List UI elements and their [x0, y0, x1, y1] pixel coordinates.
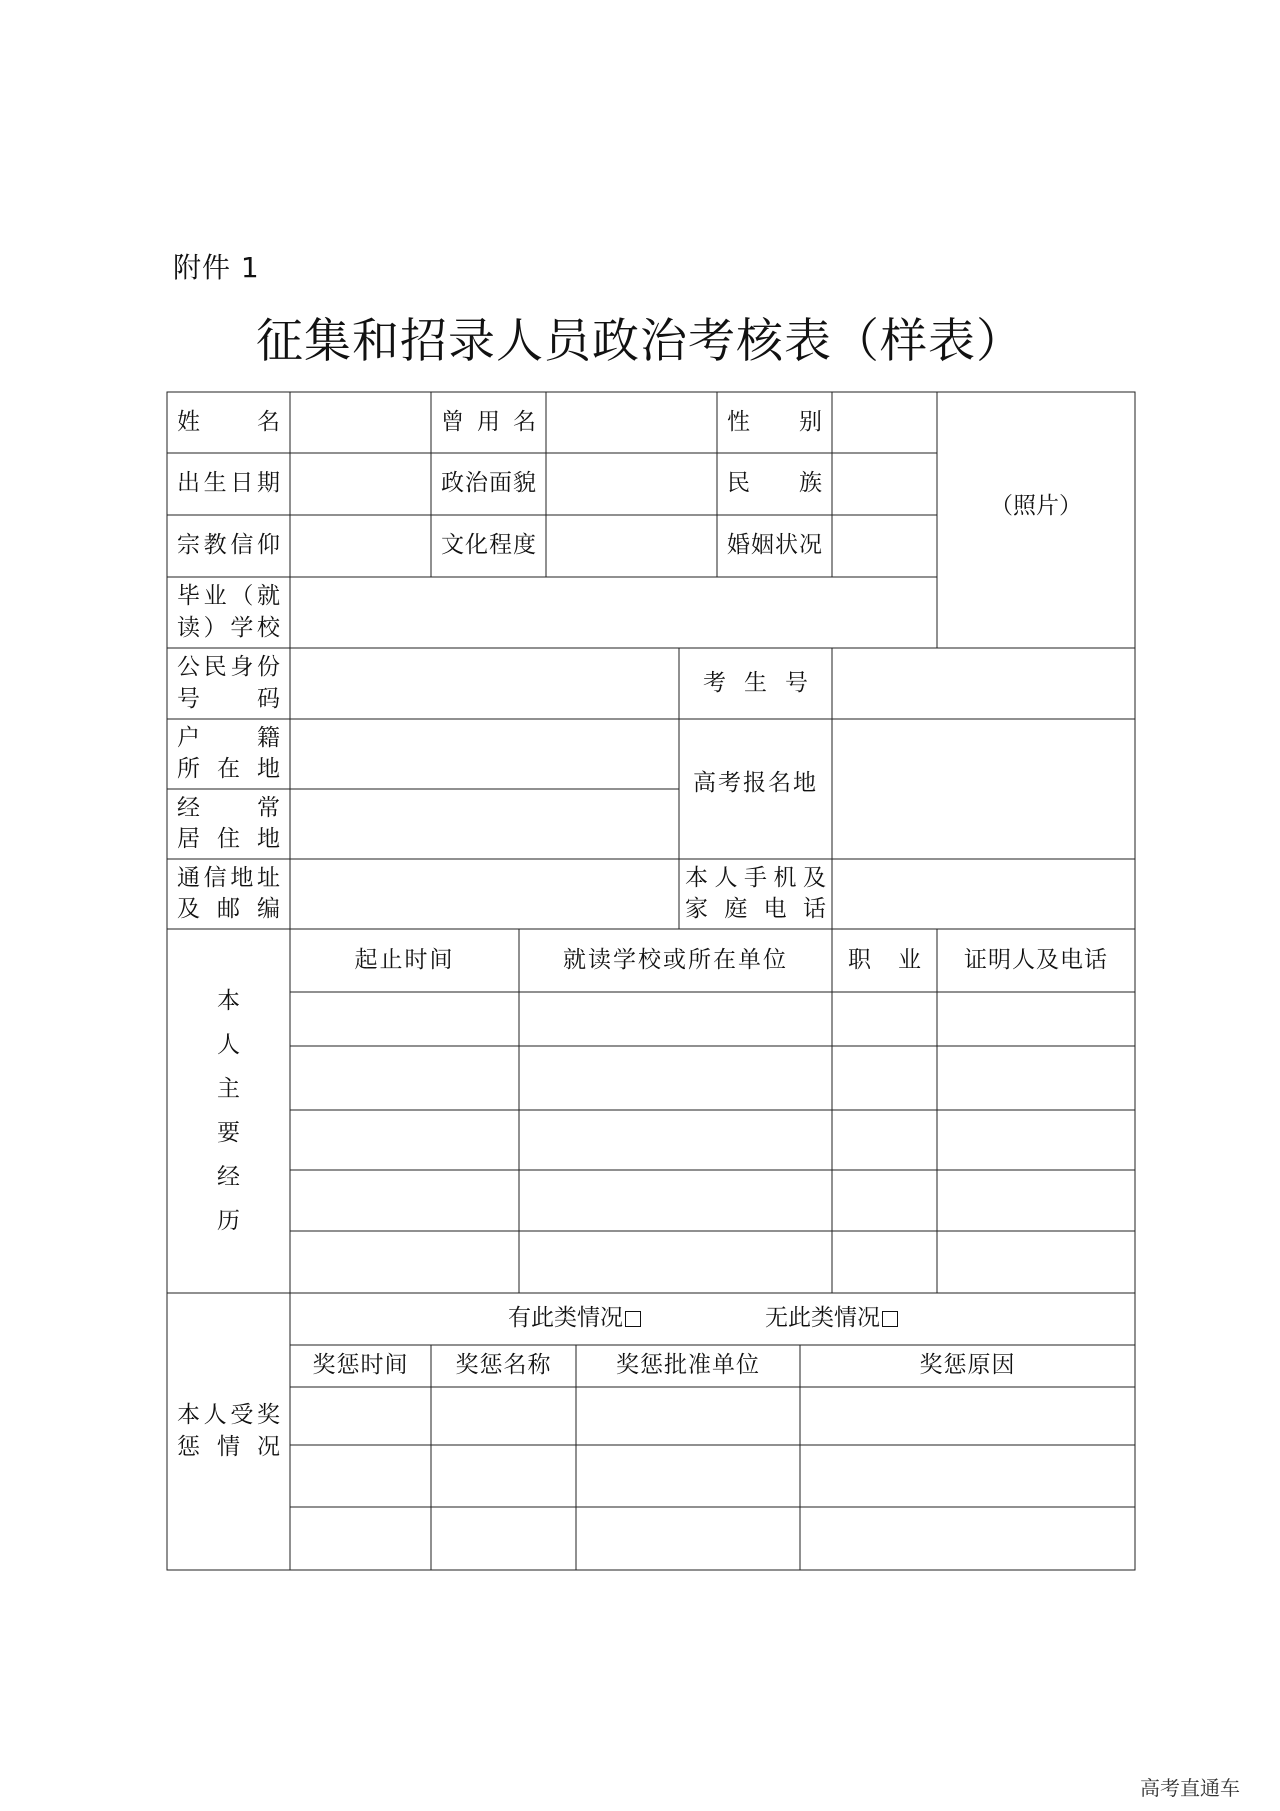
label-phone-line2: 家 庭 电 话	[685, 896, 826, 922]
experience-header-school	[519, 929, 832, 992]
awards-side-line1: 本 人 受 奖	[177, 1402, 280, 1429]
label-ethnicity: 民 族	[727, 470, 822, 497]
awards-side-line2: 惩 情 况	[177, 1433, 280, 1460]
awards-none-option[interactable]	[765, 1293, 898, 1345]
label-phone-line1: 本 人 手 机 及	[685, 864, 826, 891]
label-residence	[167, 789, 290, 859]
label-school	[167, 577, 290, 648]
label-hukou-line1: 户 籍	[177, 724, 280, 751]
experience-side-label: 本 人 主 要 经 历	[217, 988, 240, 1234]
phone-input[interactable]	[832, 859, 1135, 929]
label-address-line2: 及 邮 编	[177, 896, 280, 922]
label-gender: 性 别	[727, 408, 822, 435]
awards-has-option[interactable]	[508, 1293, 641, 1345]
political-status-input[interactable]	[546, 453, 717, 515]
label-hukou	[167, 719, 290, 789]
label-former-name: 曾 用 名	[441, 408, 536, 435]
religion-input[interactable]	[290, 515, 431, 577]
awards-header-authority	[576, 1345, 800, 1387]
exam-number-input[interactable]	[832, 648, 1135, 719]
former-name-input[interactable]	[546, 392, 717, 453]
ethnicity-input[interactable]	[832, 453, 937, 515]
label-name: 姓 名	[177, 408, 280, 435]
marital-status-input[interactable]	[832, 515, 937, 577]
experience-header-period-text: 起止时间	[354, 946, 455, 973]
label-exam-site-text: 高考报名地	[693, 770, 818, 797]
awards-none-label: 无此类情况	[765, 1305, 880, 1332]
awards-header-reason	[800, 1345, 1135, 1387]
label-residence-line2: 居 住 地	[177, 826, 280, 852]
label-id-number	[167, 648, 290, 719]
label-education: 文 化 程 度	[441, 532, 536, 559]
birth-date-input[interactable]	[290, 453, 431, 515]
page-title: 征集和招录人员政治考核表（样表）	[256, 314, 1024, 369]
label-marital-status: 婚 姻 状 况	[727, 532, 822, 559]
address-input[interactable]	[290, 859, 679, 929]
education-input[interactable]	[546, 515, 717, 577]
experience-header-occupation: 职 业	[848, 946, 921, 973]
label-hukou-line2: 所 在 地	[177, 756, 280, 782]
watermark: 高考直通车	[1140, 1776, 1240, 1800]
label-phone	[679, 859, 832, 929]
label-exam-site	[679, 719, 832, 859]
gender-input[interactable]	[832, 392, 937, 453]
residence-input[interactable]	[290, 789, 679, 859]
experience-header-reference-text: 证明人及电话	[964, 946, 1108, 973]
name-input[interactable]	[290, 392, 431, 453]
label-school-line1: 毕 业 （ 就	[177, 583, 280, 610]
awards-header-time	[290, 1345, 431, 1387]
awards-has-label: 有此类情况	[508, 1305, 623, 1332]
label-exam-number: 考 生 号	[703, 669, 808, 696]
label-birth-date: 出 生 日 期	[177, 470, 280, 497]
school-input[interactable]	[290, 577, 937, 648]
awards-header-reason-text: 奖惩原因	[919, 1352, 1016, 1379]
experience-header-period	[290, 929, 519, 992]
awards-header-name	[431, 1345, 576, 1387]
awards-header-authority-text: 奖惩批准单位	[616, 1352, 760, 1379]
id-number-input[interactable]	[290, 648, 679, 719]
photo-box[interactable]	[937, 392, 1135, 648]
label-school-line2: 读 ） 学 校	[177, 614, 280, 641]
awards-side-label	[167, 1293, 290, 1570]
exam-site-input[interactable]	[832, 719, 1135, 859]
experience-header-reference	[937, 929, 1135, 992]
label-address-line1: 通 信 地 址	[177, 864, 280, 891]
label-id-line1: 公 民 身 份	[177, 654, 280, 681]
annex-label: 附件 1	[173, 251, 260, 284]
hukou-input[interactable]	[290, 719, 679, 789]
label-residence-line1: 经 常	[177, 794, 280, 821]
photo-label: （照片）	[990, 493, 1082, 520]
label-address	[167, 859, 290, 929]
awards-header-time-text: 奖惩时间	[312, 1352, 409, 1379]
experience-header-school-text: 就读学校或所在单位	[563, 946, 788, 973]
label-id-line2: 号 码	[177, 685, 280, 712]
awards-none-checkbox[interactable]	[882, 1311, 898, 1327]
awards-header-name-text: 奖惩名称	[455, 1352, 552, 1379]
label-religion: 宗 教 信 仰	[177, 532, 280, 559]
label-political-status: 政 治 面 貌	[441, 470, 536, 497]
awards-has-checkbox[interactable]	[625, 1311, 641, 1327]
